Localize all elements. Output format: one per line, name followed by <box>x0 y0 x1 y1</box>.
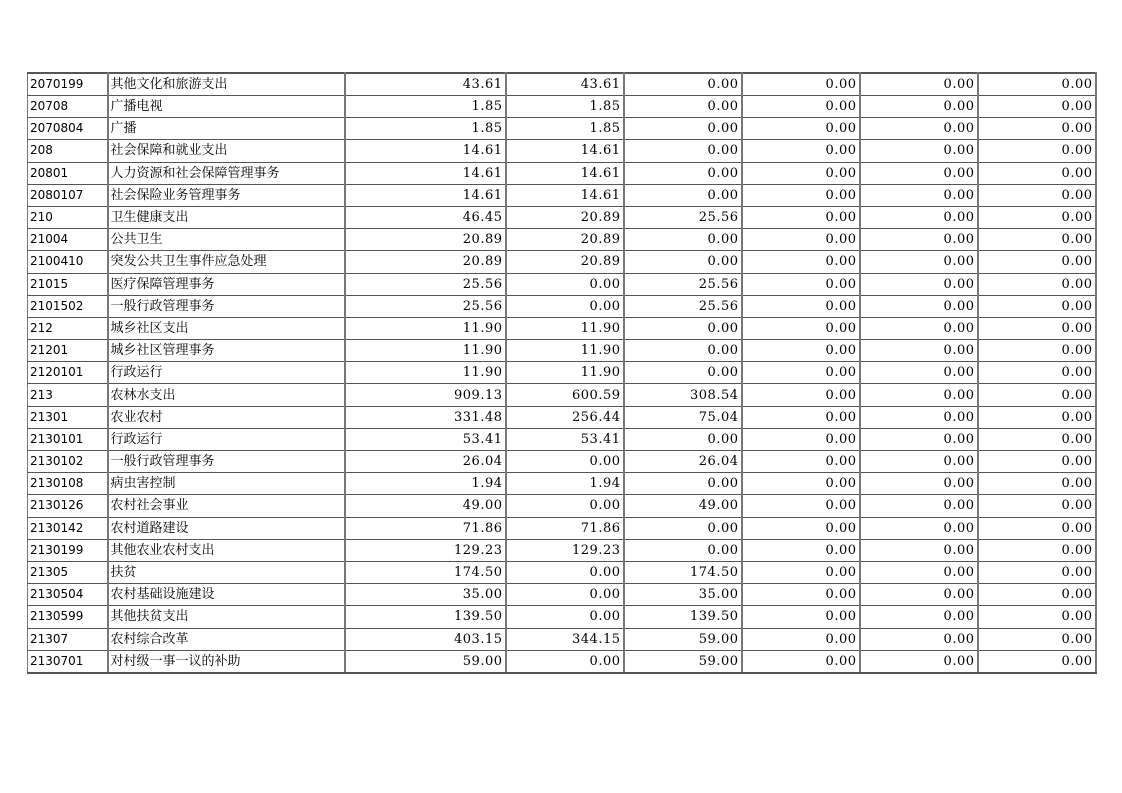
account-name-cell: 行政运行 <box>108 428 345 450</box>
amount-cell-col-5: 0.00 <box>860 539 978 561</box>
table-row <box>28 206 1096 228</box>
amount-cell-col-4: 0.00 <box>742 73 860 96</box>
amount-cell-col-1: 11.90 <box>345 317 506 339</box>
amount-cell-col-6: 0.00 <box>978 340 1096 362</box>
amount-cell-col-3: 75.04 <box>624 406 742 428</box>
amount-cell-col-3: 0.00 <box>624 184 742 206</box>
amount-cell-col-4: 0.00 <box>742 273 860 295</box>
table-row <box>28 561 1096 583</box>
amount-cell-col-4: 0.00 <box>742 317 860 339</box>
amount-cell-col-2: 11.90 <box>506 340 624 362</box>
account-name-cell: 对村级一事一议的补助 <box>108 650 345 673</box>
account-code-cell: 21301 <box>28 406 108 428</box>
amount-cell-col-4: 0.00 <box>742 384 860 406</box>
amount-cell-col-4: 0.00 <box>742 495 860 517</box>
amount-cell-col-5: 0.00 <box>860 561 978 583</box>
amount-cell-col-1: 71.86 <box>345 517 506 539</box>
amount-cell-col-4: 0.00 <box>742 517 860 539</box>
table-row <box>28 606 1096 628</box>
account-name-cell: 其他农业农村支出 <box>108 539 345 561</box>
account-code-cell: 2070199 <box>28 73 108 96</box>
amount-cell-col-2: 43.61 <box>506 73 624 96</box>
account-code-cell: 2070804 <box>28 118 108 140</box>
amount-cell-col-6: 0.00 <box>978 295 1096 317</box>
amount-cell-col-2: 14.61 <box>506 184 624 206</box>
account-code-cell: 2080107 <box>28 184 108 206</box>
amount-cell-col-3: 139.50 <box>624 606 742 628</box>
amount-cell-col-4: 0.00 <box>742 428 860 450</box>
account-code-cell: 2101502 <box>28 295 108 317</box>
amount-cell-col-2: 0.00 <box>506 606 624 628</box>
amount-cell-col-1: 129.23 <box>345 539 506 561</box>
account-name-cell: 医疗保障管理事务 <box>108 273 345 295</box>
amount-cell-col-3: 0.00 <box>624 340 742 362</box>
amount-cell-col-3: 308.54 <box>624 384 742 406</box>
amount-cell-col-6: 0.00 <box>978 628 1096 650</box>
amount-cell-col-3: 0.00 <box>624 229 742 251</box>
amount-cell-col-6: 0.00 <box>978 428 1096 450</box>
amount-cell-col-2: 71.86 <box>506 517 624 539</box>
amount-cell-col-6: 0.00 <box>978 384 1096 406</box>
account-name-cell: 人力资源和社会保障管理事务 <box>108 162 345 184</box>
amount-cell-col-4: 0.00 <box>742 561 860 583</box>
amount-cell-col-3: 0.00 <box>624 73 742 96</box>
amount-cell-col-3: 49.00 <box>624 495 742 517</box>
amount-cell-col-1: 25.56 <box>345 295 506 317</box>
amount-cell-col-2: 11.90 <box>506 362 624 384</box>
amount-cell-col-4: 0.00 <box>742 340 860 362</box>
amount-cell-col-4: 0.00 <box>742 451 860 473</box>
amount-cell-col-2: 0.00 <box>506 451 624 473</box>
account-name-cell: 广播 <box>108 118 345 140</box>
account-code-cell: 20708 <box>28 96 108 118</box>
amount-cell-col-3: 26.04 <box>624 451 742 473</box>
amount-cell-col-6: 0.00 <box>978 251 1096 273</box>
account-code-cell: 21004 <box>28 229 108 251</box>
account-code-cell: 212 <box>28 317 108 339</box>
amount-cell-col-5: 0.00 <box>860 584 978 606</box>
amount-cell-col-2: 20.89 <box>506 229 624 251</box>
table-row <box>28 184 1096 206</box>
account-name-cell: 扶贫 <box>108 561 345 583</box>
amount-cell-col-2: 20.89 <box>506 206 624 228</box>
amount-cell-col-6: 0.00 <box>978 206 1096 228</box>
account-name-cell: 突发公共卫生事件应急处理 <box>108 251 345 273</box>
account-name-cell: 社会保险业务管理事务 <box>108 184 345 206</box>
amount-cell-col-6: 0.00 <box>978 606 1096 628</box>
amount-cell-col-3: 25.56 <box>624 206 742 228</box>
account-name-cell: 一般行政管理事务 <box>108 451 345 473</box>
account-name-cell: 公共卫生 <box>108 229 345 251</box>
table-row <box>28 229 1096 251</box>
amount-cell-col-5: 0.00 <box>860 251 978 273</box>
amount-cell-col-5: 0.00 <box>860 406 978 428</box>
amount-cell-col-6: 0.00 <box>978 362 1096 384</box>
amount-cell-col-5: 0.00 <box>860 118 978 140</box>
account-name-cell: 农村基础设施建设 <box>108 584 345 606</box>
amount-cell-col-4: 0.00 <box>742 184 860 206</box>
amount-cell-col-3: 59.00 <box>624 628 742 650</box>
amount-cell-col-1: 1.85 <box>345 118 506 140</box>
amount-cell-col-4: 0.00 <box>742 229 860 251</box>
account-name-cell: 一般行政管理事务 <box>108 295 345 317</box>
table-row <box>28 517 1096 539</box>
table-row <box>28 73 1096 96</box>
amount-cell-col-1: 331.48 <box>345 406 506 428</box>
amount-cell-col-5: 0.00 <box>860 184 978 206</box>
table-row <box>28 628 1096 650</box>
account-code-cell: 210 <box>28 206 108 228</box>
amount-cell-col-4: 0.00 <box>742 628 860 650</box>
budget-table <box>27 72 1097 674</box>
table-row <box>28 584 1096 606</box>
amount-cell-col-1: 20.89 <box>345 229 506 251</box>
amount-cell-col-3: 0.00 <box>624 251 742 273</box>
amount-cell-col-6: 0.00 <box>978 273 1096 295</box>
amount-cell-col-4: 0.00 <box>742 584 860 606</box>
account-code-cell: 2130101 <box>28 428 108 450</box>
amount-cell-col-4: 0.00 <box>742 251 860 273</box>
amount-cell-col-6: 0.00 <box>978 584 1096 606</box>
amount-cell-col-1: 25.56 <box>345 273 506 295</box>
table-row <box>28 118 1096 140</box>
account-code-cell: 2120101 <box>28 362 108 384</box>
amount-cell-col-5: 0.00 <box>860 229 978 251</box>
account-name-cell: 城乡社区支出 <box>108 317 345 339</box>
amount-cell-col-6: 0.00 <box>978 517 1096 539</box>
account-code-cell: 2130102 <box>28 451 108 473</box>
amount-cell-col-2: 129.23 <box>506 539 624 561</box>
amount-cell-col-1: 909.13 <box>345 384 506 406</box>
account-name-cell: 城乡社区管理事务 <box>108 340 345 362</box>
amount-cell-col-2: 0.00 <box>506 561 624 583</box>
amount-cell-col-1: 11.90 <box>345 362 506 384</box>
table-row <box>28 251 1096 273</box>
amount-cell-col-2: 0.00 <box>506 495 624 517</box>
amount-cell-col-5: 0.00 <box>860 162 978 184</box>
amount-cell-col-5: 0.00 <box>860 295 978 317</box>
table-row <box>28 495 1096 517</box>
amount-cell-col-5: 0.00 <box>860 317 978 339</box>
account-code-cell: 20801 <box>28 162 108 184</box>
amount-cell-col-4: 0.00 <box>742 118 860 140</box>
amount-cell-col-1: 14.61 <box>345 140 506 162</box>
amount-cell-col-4: 0.00 <box>742 162 860 184</box>
amount-cell-col-5: 0.00 <box>860 517 978 539</box>
amount-cell-col-2: 600.59 <box>506 384 624 406</box>
amount-cell-col-4: 0.00 <box>742 406 860 428</box>
account-code-cell: 21305 <box>28 561 108 583</box>
amount-cell-col-5: 0.00 <box>860 96 978 118</box>
amount-cell-col-5: 0.00 <box>860 495 978 517</box>
amount-cell-col-1: 403.15 <box>345 628 506 650</box>
amount-cell-col-2: 1.85 <box>506 118 624 140</box>
amount-cell-col-3: 59.00 <box>624 650 742 673</box>
amount-cell-col-6: 0.00 <box>978 162 1096 184</box>
amount-cell-col-3: 35.00 <box>624 584 742 606</box>
amount-cell-col-5: 0.00 <box>860 340 978 362</box>
account-code-cell: 2130142 <box>28 517 108 539</box>
table-row <box>28 428 1096 450</box>
account-code-cell: 213 <box>28 384 108 406</box>
account-code-cell: 2130504 <box>28 584 108 606</box>
amount-cell-col-2: 0.00 <box>506 650 624 673</box>
table-body <box>28 73 1096 673</box>
amount-cell-col-4: 0.00 <box>742 362 860 384</box>
account-code-cell: 21201 <box>28 340 108 362</box>
amount-cell-col-4: 0.00 <box>742 606 860 628</box>
table-row <box>28 451 1096 473</box>
account-code-cell: 2130599 <box>28 606 108 628</box>
amount-cell-col-4: 0.00 <box>742 295 860 317</box>
table-row <box>28 473 1096 495</box>
amount-cell-col-3: 0.00 <box>624 140 742 162</box>
account-name-cell: 农业农村 <box>108 406 345 428</box>
table-row <box>28 162 1096 184</box>
account-code-cell: 21015 <box>28 273 108 295</box>
account-name-cell: 其他文化和旅游支出 <box>108 73 345 96</box>
amount-cell-col-5: 0.00 <box>860 140 978 162</box>
account-name-cell: 卫生健康支出 <box>108 206 345 228</box>
amount-cell-col-2: 0.00 <box>506 273 624 295</box>
account-name-cell: 农村道路建设 <box>108 517 345 539</box>
amount-cell-col-5: 0.00 <box>860 628 978 650</box>
account-name-cell: 广播电视 <box>108 96 345 118</box>
amount-cell-col-4: 0.00 <box>742 539 860 561</box>
table-row <box>28 317 1096 339</box>
amount-cell-col-2: 1.94 <box>506 473 624 495</box>
amount-cell-col-5: 0.00 <box>860 362 978 384</box>
table-row <box>28 273 1096 295</box>
amount-cell-col-2: 344.15 <box>506 628 624 650</box>
amount-cell-col-3: 0.00 <box>624 473 742 495</box>
amount-cell-col-1: 14.61 <box>345 162 506 184</box>
account-name-cell: 农村综合改革 <box>108 628 345 650</box>
amount-cell-col-6: 0.00 <box>978 140 1096 162</box>
amount-cell-col-5: 0.00 <box>860 206 978 228</box>
amount-cell-col-2: 0.00 <box>506 295 624 317</box>
amount-cell-col-1: 20.89 <box>345 251 506 273</box>
amount-cell-col-3: 0.00 <box>624 162 742 184</box>
amount-cell-col-5: 0.00 <box>860 73 978 96</box>
amount-cell-col-4: 0.00 <box>742 473 860 495</box>
amount-cell-col-6: 0.00 <box>978 539 1096 561</box>
amount-cell-col-2: 11.90 <box>506 317 624 339</box>
amount-cell-col-5: 0.00 <box>860 650 978 673</box>
amount-cell-col-1: 26.04 <box>345 451 506 473</box>
account-name-cell: 社会保障和就业支出 <box>108 140 345 162</box>
amount-cell-col-2: 256.44 <box>506 406 624 428</box>
table-row <box>28 406 1096 428</box>
account-code-cell: 2130701 <box>28 650 108 673</box>
table-row <box>28 362 1096 384</box>
amount-cell-col-3: 0.00 <box>624 362 742 384</box>
amount-cell-col-1: 49.00 <box>345 495 506 517</box>
amount-cell-col-4: 0.00 <box>742 96 860 118</box>
amount-cell-col-2: 0.00 <box>506 584 624 606</box>
amount-cell-col-1: 1.94 <box>345 473 506 495</box>
amount-cell-col-2: 14.61 <box>506 162 624 184</box>
account-code-cell: 2130199 <box>28 539 108 561</box>
amount-cell-col-1: 46.45 <box>345 206 506 228</box>
amount-cell-col-5: 0.00 <box>860 451 978 473</box>
amount-cell-col-3: 0.00 <box>624 539 742 561</box>
amount-cell-col-5: 0.00 <box>860 273 978 295</box>
table-row <box>28 539 1096 561</box>
account-name-cell: 农林水支出 <box>108 384 345 406</box>
account-code-cell: 208 <box>28 140 108 162</box>
amount-cell-col-5: 0.00 <box>860 384 978 406</box>
amount-cell-col-2: 53.41 <box>506 428 624 450</box>
amount-cell-col-1: 43.61 <box>345 73 506 96</box>
account-name-cell: 农村社会事业 <box>108 495 345 517</box>
account-name-cell: 行政运行 <box>108 362 345 384</box>
amount-cell-col-3: 0.00 <box>624 517 742 539</box>
account-code-cell: 2100410 <box>28 251 108 273</box>
amount-cell-col-4: 0.00 <box>742 650 860 673</box>
amount-cell-col-3: 0.00 <box>624 118 742 140</box>
amount-cell-col-1: 59.00 <box>345 650 506 673</box>
amount-cell-col-1: 1.85 <box>345 96 506 118</box>
amount-cell-col-6: 0.00 <box>978 561 1096 583</box>
amount-cell-col-5: 0.00 <box>860 606 978 628</box>
amount-cell-col-1: 35.00 <box>345 584 506 606</box>
account-name-cell: 病虫害控制 <box>108 473 345 495</box>
amount-cell-col-1: 139.50 <box>345 606 506 628</box>
table-row <box>28 384 1096 406</box>
amount-cell-col-3: 0.00 <box>624 96 742 118</box>
amount-cell-col-1: 174.50 <box>345 561 506 583</box>
account-code-cell: 2130108 <box>28 473 108 495</box>
amount-cell-col-3: 0.00 <box>624 317 742 339</box>
amount-cell-col-3: 0.00 <box>624 428 742 450</box>
amount-cell-col-6: 0.00 <box>978 406 1096 428</box>
amount-cell-col-6: 0.00 <box>978 73 1096 96</box>
amount-cell-col-4: 0.00 <box>742 140 860 162</box>
amount-cell-col-2: 14.61 <box>506 140 624 162</box>
amount-cell-col-6: 0.00 <box>978 118 1096 140</box>
amount-cell-col-6: 0.00 <box>978 229 1096 251</box>
amount-cell-col-6: 0.00 <box>978 96 1096 118</box>
account-code-cell: 2130126 <box>28 495 108 517</box>
amount-cell-col-2: 1.85 <box>506 96 624 118</box>
table-row <box>28 140 1096 162</box>
amount-cell-col-1: 11.90 <box>345 340 506 362</box>
amount-cell-col-6: 0.00 <box>978 495 1096 517</box>
amount-cell-col-6: 0.00 <box>978 451 1096 473</box>
amount-cell-col-1: 14.61 <box>345 184 506 206</box>
table-row <box>28 295 1096 317</box>
account-name-cell: 其他扶贫支出 <box>108 606 345 628</box>
amount-cell-col-4: 0.00 <box>742 206 860 228</box>
amount-cell-col-2: 20.89 <box>506 251 624 273</box>
table-row <box>28 96 1096 118</box>
amount-cell-col-3: 174.50 <box>624 561 742 583</box>
amount-cell-col-5: 0.00 <box>860 428 978 450</box>
amount-cell-col-6: 0.00 <box>978 473 1096 495</box>
table-row <box>28 340 1096 362</box>
amount-cell-col-5: 0.00 <box>860 473 978 495</box>
amount-cell-col-3: 25.56 <box>624 273 742 295</box>
account-code-cell: 21307 <box>28 628 108 650</box>
amount-cell-col-1: 53.41 <box>345 428 506 450</box>
amount-cell-col-6: 0.00 <box>978 317 1096 339</box>
amount-cell-col-3: 25.56 <box>624 295 742 317</box>
table-row <box>28 650 1096 673</box>
amount-cell-col-6: 0.00 <box>978 184 1096 206</box>
amount-cell-col-6: 0.00 <box>978 650 1096 673</box>
